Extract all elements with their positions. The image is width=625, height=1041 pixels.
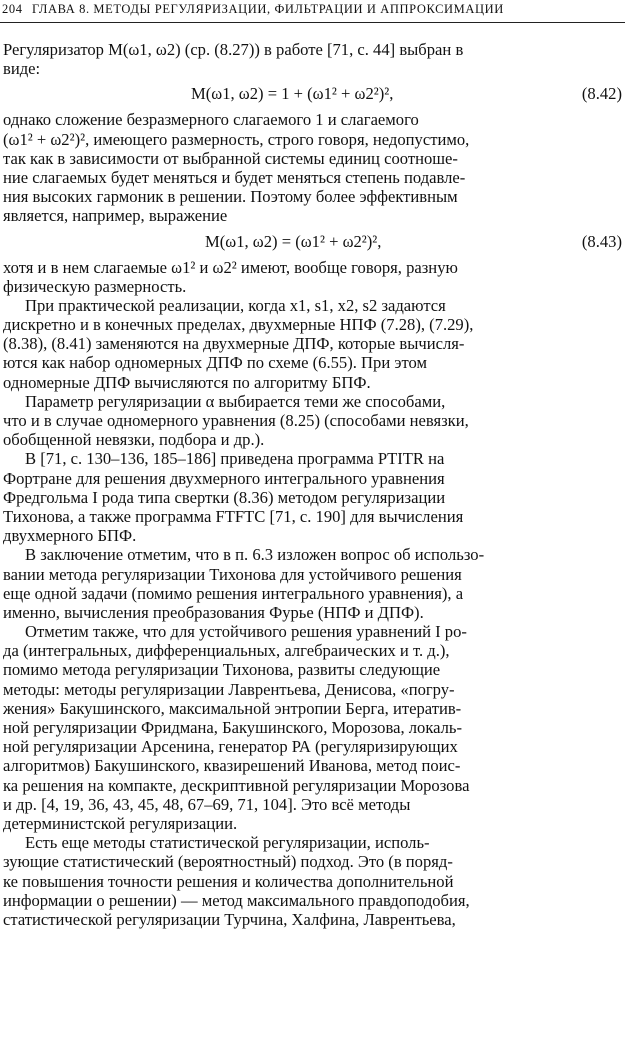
- paragraph-start: Есть еще методы статистической регуляризации, исполь-: [25, 833, 430, 853]
- text-line: зующие статистический (вероятностный) подход. Это (в поряд-: [3, 852, 453, 872]
- text-line: ке повышения точности решения и количества дополнительной: [3, 871, 454, 891]
- text-line: жения» Бакушинского, максимальной энтропии Берга, итератив-: [3, 698, 462, 718]
- text-line: одномерные ДПФ вычисляются по алгоритму БПФ.: [3, 372, 371, 392]
- paragraph-start: Отметим также, что для устойчивого решения уравнений I ро-: [25, 622, 467, 642]
- text-line: однако сложение безразмерного слагаемого 1 и слагаемого: [3, 110, 419, 130]
- equation-8-43: [3, 226, 622, 258]
- text-line: дискретно и в конечных пределах, двухмерные НПФ (7.28), (7.29),: [3, 315, 474, 335]
- text-line: алгоритмов) Бакушинского, квазирешений Иванова, метод поис-: [3, 756, 461, 776]
- text-line: статистической регуляризации Турчина, Халфина, Лаврентьева,: [3, 909, 456, 929]
- text-line: хотя и в нем слагаемые ω1² и ω2² имеют, вообще говоря, разную: [3, 257, 458, 277]
- page-number: 204: [2, 2, 23, 16]
- text-line: так как в зависимости от выбранной системы единиц соотноше-: [3, 148, 458, 168]
- text-line: вании метода регуляризации Тихонова для устойчивого решения: [3, 564, 462, 584]
- text-line: именно, вычисления преобразования Фурье (НПФ и ДПФ).: [3, 602, 424, 622]
- paragraph-start: Параметр регуляризации α выбирается теми же способами,: [25, 391, 446, 411]
- text-line: детерминистской регуляризации.: [3, 813, 238, 833]
- text-line: Тихонова, а также программа FTFTC [71, с. 190] для вычисления: [3, 506, 464, 526]
- running-header: [0, 0, 625, 23]
- text-line: ка решения на компакте, дескриптивной регуляризации Морозова: [3, 775, 470, 795]
- text-line: Фортране для решения двухмерного интегрального уравнения: [3, 468, 445, 488]
- running-title: ГЛАВА 8. МЕТОДЫ РЕГУЛЯРИЗАЦИИ, ФИЛЬТРАЦИИ И АППРОКСИМАЦИИ: [32, 2, 504, 16]
- text-line: ние слагаемых будет меняться и будет меняться степень подавле-: [3, 167, 466, 187]
- text-line: является, например, выражение: [3, 206, 228, 226]
- text-line: что и в случае одномерного уравнения (8.25) (способами невязки,: [3, 411, 469, 430]
- text-line: Регуляризатор M(ω1, ω2) (ср. (8.27)) в работе [71, с. 44] выбран в: [3, 40, 464, 59]
- text-line: помимо метода регуляризации Тихонова, развиты следующие: [3, 660, 441, 680]
- text-line: виде:: [3, 59, 41, 79]
- paragraph-start: При практической реализации, когда x1, s1, x2, s2 задаются: [25, 295, 446, 315]
- text-line: физическую размерность.: [3, 276, 187, 296]
- equation-8-42: [3, 78, 622, 110]
- text-line: ния высоких гармоник в решении. Поэтому более эффективным: [3, 187, 458, 207]
- text-line: и др. [4, 19, 36, 43, 45, 48, 67–69, 71, 104]. Это всё методы: [3, 794, 411, 814]
- equation-number: (8.42): [581, 84, 622, 104]
- text-line: обобщенной невязки, подбора и др.).: [3, 430, 265, 450]
- text-line: ются как набор одномерных ДПФ по схеме (6.55). При этом: [3, 353, 427, 373]
- text-line: Фредгольма I рода типа свертки (8.36) методом регуляризации: [3, 487, 446, 507]
- text-line: ной регуляризации Арсенина, генератор РА (регуляризирующих: [3, 737, 458, 757]
- equation-formula: M(ω1, ω2) = (ω1² + ω2²)²,: [205, 231, 382, 251]
- paragraph-start: В заключение отметим, что в п. 6.3 изложен вопрос об использо-: [25, 545, 485, 565]
- text-line: двухмерного БПФ.: [3, 526, 137, 546]
- text-line: ной регуляризации Фридмана, Бакушинского, Морозова, локаль-: [3, 718, 463, 737]
- text-line: методы: методы регуляризации Лаврентьева, Денисова, «погру-: [3, 679, 455, 699]
- equation-formula: M(ω1, ω2) = 1 + (ω1² + ω2²)²,: [191, 84, 394, 104]
- paragraph-start: В [71, с. 130–136, 185–186] приведена программа PTITR на: [25, 449, 445, 469]
- page-body: [3, 40, 622, 929]
- text-line: (ω1² + ω2²)², имеющего размерность, строго говоря, недопустимо,: [3, 129, 470, 149]
- equation-number: (8.43): [581, 231, 622, 251]
- text-line: (8.38), (8.41) заменяются на двухмерные ДПФ, которые вычисля-: [3, 334, 465, 354]
- text-line: еще одной задачи (помимо решения интегрального уравнения), а: [3, 583, 464, 603]
- text-line: информации о решении) — метод максимального правдоподобия,: [3, 890, 470, 910]
- text-line: да (интегральных, дифференциальных, алгебраических и т. д.),: [3, 641, 450, 661]
